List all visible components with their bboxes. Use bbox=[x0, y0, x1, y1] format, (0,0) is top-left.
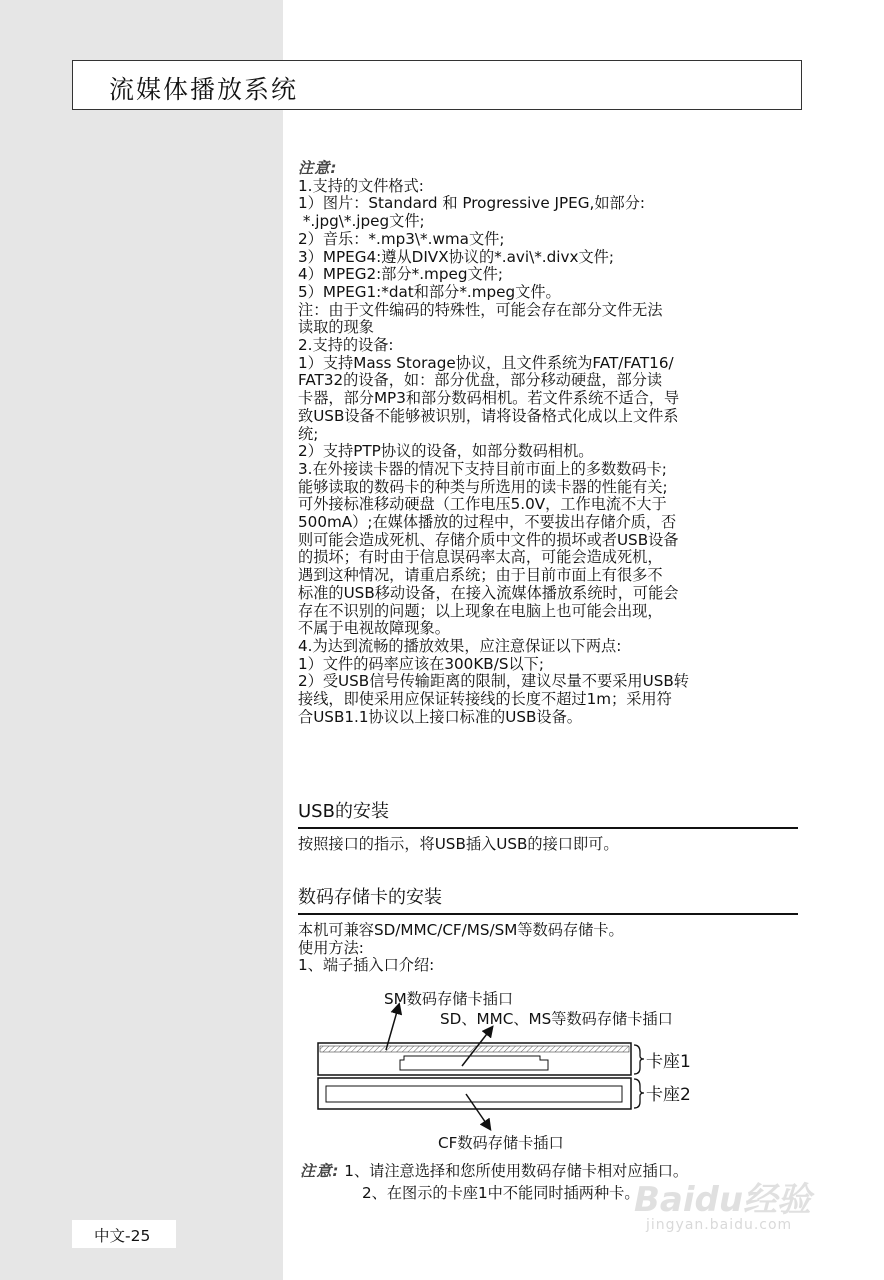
page-number: 中文-25 bbox=[94, 1227, 151, 1245]
notes-line: 4）MPEG2:部分*.mpeg文件; bbox=[298, 265, 503, 284]
notes-line: FAT32的设备，如：部分优盘，部分移动硬盘，部分读 bbox=[298, 371, 663, 390]
notes-line: 2.支持的设备: bbox=[298, 336, 394, 355]
notes-line: 注：由于文件编码的特殊性，可能会存在部分文件无法 bbox=[298, 300, 663, 319]
notes-line: 500mA）;在媒体播放的过程中，不要拔出存储介质，否 bbox=[298, 513, 677, 532]
notes-line: 1）支持Mass Storage协议，且文件系统为FAT/FAT16/ bbox=[298, 353, 674, 372]
usb-section-body: 按照接口的指示，将USB插入USB的接口即可。 bbox=[298, 835, 619, 853]
notes-line: 接线，即使采用应保证转接线的长度不超过1m；采用符 bbox=[298, 690, 672, 709]
notes-line: 3）MPEG4:遵从DIVX协议的*.avi\*.divx文件; bbox=[298, 247, 614, 266]
notes-line: 致USB设备不能够被识别，请将设备格式化成以上文件系 bbox=[298, 406, 679, 425]
card-line-1: 本机可兼容SD/MMC/CF/MS/SM等数码存储卡。 bbox=[298, 921, 624, 939]
notes-line: *.jpg\*.jpeg文件; bbox=[298, 212, 425, 231]
notes-line: 2）支持PTP协议的设备，如部分数码相机。 bbox=[298, 442, 594, 461]
notes-line: 可外接标准移动硬盘（工作电压5.0V，工作电流不大于 bbox=[298, 495, 667, 514]
notes-line: 4.为达到流畅的播放效果，应注意保证以下两点: bbox=[298, 636, 622, 655]
notes-line: 标准的USB移动设备，在接入流媒体播放系统时，可能会 bbox=[298, 583, 679, 602]
card-section-title: 数码存储卡的安装 bbox=[298, 883, 798, 915]
bottom-note-heading: 注意: bbox=[300, 1162, 340, 1180]
notes-line: 不属于电视故障现象。 bbox=[298, 619, 450, 638]
seat2-brace bbox=[634, 1079, 644, 1108]
notes-heading: 注意: bbox=[298, 159, 338, 177]
notes-line: 能够读取的数码卡的种类与所选用的读卡器的性能有关; bbox=[298, 477, 668, 496]
notes-line: 读取的现象 bbox=[298, 318, 374, 337]
card-line-3: 1、端子插入口介绍: bbox=[298, 956, 435, 975]
page-number-box bbox=[72, 1220, 176, 1248]
notes-line: 存在不识别的问题；以上现象在电脑上也可能会出现， bbox=[298, 601, 663, 620]
sd-slot-opening bbox=[400, 1056, 548, 1070]
notes-line: 的损坏；有时由于信息误码率太高，可能会造成死机， bbox=[298, 548, 663, 567]
seat2-label: 卡座2 bbox=[646, 1085, 691, 1105]
notes-line: 则可能会造成死机、存储介质中文件的损坏或者USB设备 bbox=[298, 530, 679, 549]
notes-line: 统; bbox=[298, 424, 319, 443]
notes-line: 遇到这种情况，请重启系统；由于目前市面上有很多不 bbox=[298, 566, 663, 585]
baidu-watermark bbox=[624, 1170, 844, 1250]
seat1-label: 卡座1 bbox=[646, 1052, 691, 1072]
usb-section-title: USB的安装 bbox=[298, 797, 798, 829]
notes-line: 1.支持的文件格式: bbox=[298, 176, 424, 195]
page-title: 流媒体播放系统 bbox=[109, 75, 299, 104]
cf-slot-opening bbox=[326, 1086, 622, 1102]
seat1-brace bbox=[634, 1045, 644, 1074]
sd-slot-label: SD、MMC、MS等数码存储卡插口 bbox=[440, 1010, 673, 1028]
watermark-text: Baidu经验 bbox=[634, 1180, 812, 1220]
bottom-note-item-2: 2、在图示的卡座1中不能同时插两种卡。 bbox=[362, 1184, 640, 1202]
bottom-note-item-1: 1、请注意选择和您所使用数码存储卡相对应插口。 bbox=[344, 1162, 689, 1180]
sm-slot-label: SM数码存储卡插口 bbox=[384, 990, 514, 1008]
notes-line: 合USB1.1协议以上接口标准的USB设备。 bbox=[298, 707, 582, 726]
cf-slot-label: CF数码存储卡插口 bbox=[438, 1134, 564, 1152]
notes-line: 2）受USB信号传输距离的限制，建议尽量不要采用USB转 bbox=[298, 672, 689, 691]
cf-arrow bbox=[466, 1094, 488, 1126]
notes-line: 卡器，部分MP3和部分数码相机。若文件系统不适合，导 bbox=[298, 389, 680, 408]
watermark-sub: jingyan.baidu.com bbox=[646, 1217, 793, 1233]
notes-line: 3.在外接读卡器的情况下支持目前市面上的多数数码卡; bbox=[298, 459, 667, 478]
notes-line: 1）图片：Standard 和 Progressive JPEG,如部分: bbox=[298, 194, 646, 213]
notes-line: 5）MPEG1:*dat和部分*.mpeg文件。 bbox=[298, 282, 561, 301]
notes-line: 2）音乐：*.mp3\*.wma文件; bbox=[298, 229, 505, 248]
notes-line: 1）文件的码率应该在300KB/S以下; bbox=[298, 654, 544, 673]
seat2-slot bbox=[318, 1078, 631, 1109]
card-line-2: 使用方法: bbox=[298, 938, 364, 957]
